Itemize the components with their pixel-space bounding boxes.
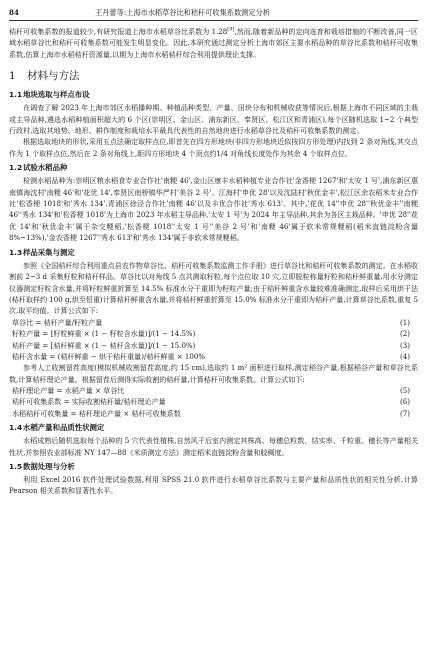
subsection-heading-1-5 <box>9 461 418 472</box>
equation-5 <box>9 385 418 396</box>
section-heading <box>9 69 418 83</box>
paragraph-1-4: 水稻成熟后随机选取每个品种的 5 穴代表性植株,自然风干后室内测定其株高、每穗总粒数、结实率、千粒重、穗长等产量相关性状,并参照农业部标准 NY 147—88《米质测定方法》测定稻米直链淀粉含量和胶稠度。 <box>9 436 418 457</box>
paragraph-1-5: 利用 Excel 2016 软件处理试验数据,利用 SPSS 21.0 软件进行水稻草谷比系数与主要产量和品质性状的相关性分析,计算 Pearson 相关系数和显著性水平。 <box>9 475 418 496</box>
equation-text: 水稻秸秆可收集量 = 秸秆理论产量 × 秸秆可收集系数 <box>12 408 181 418</box>
subsection-title: 样品采集与测定 <box>23 247 75 257</box>
equation-text: 草谷比 = 秸秆产量/籽粒产量 <box>12 317 103 327</box>
equation-number: (6) <box>400 397 410 407</box>
equation-text: 秸秆可收集系数 = 实际收割秸秆量/秸秆理论产量 <box>12 397 166 407</box>
equation-3 <box>9 340 418 351</box>
body-text <box>9 26 418 497</box>
subsection-number: 1.4 <box>9 423 23 433</box>
equation-text: 秸秆产量 = [秸秆鲜重 × (1 − 秸秆含水量)]/(1 − 15.0%) <box>12 340 196 350</box>
subsection-title: 数据处理与分析 <box>23 462 75 472</box>
equation-number: (4) <box>400 351 410 361</box>
equation-2 <box>9 328 418 339</box>
equation-4 <box>9 351 418 362</box>
equation-6 <box>9 396 418 407</box>
intro-text-end: ,然而,随着新品种的定向选育和栽培措施的不断改善,同一区域水稻草谷比和秸秆可收集系数可能发生明显变化。因此,本研究通过测定分析上海市郊区主要水稻品种的草谷比系数和秸秆可收集系数,估算上海市水稻秸秆资源量,以期为上海市水稻秸秆综合利用提供理论支撑。 <box>9 27 418 59</box>
equation-number: (2) <box>400 329 410 339</box>
paragraph-1-1-b: 根据选取地块的形状,采用五点法确定取样点位,即首先在四方形地块(非四方形地块近似按四方形处理)内找到 2 条对角线,其交点作为 1 个取样点位,然后在 2 条对角线上,距四方形地块 4 个顶点约1/4 对角线长度处作为其余 4 个取样点位。 <box>9 137 418 158</box>
section-title: 材料与方法 <box>27 70 80 83</box>
page-number: 84 <box>9 8 20 17</box>
subsection-heading-1-1 <box>9 89 418 100</box>
paragraph-1-3-b: 参考人工收割留茬高度(模拟机械收割留茬高度,约 15 cm),选取约 1 m² 面积进行取样,测定稻谷产量,根据稻谷产量和草谷比系数,计算秸秆理论产量。根据留茬后测得实际收割的秸秆量,计算秸秆可收集系数。计算公式如下: <box>9 363 418 384</box>
running-title: 王丹蕾等:上海市水稻草谷比和秸秆可收集系数测定分析 <box>95 8 270 17</box>
section-number: 1 <box>9 70 16 83</box>
equation-number: (7) <box>400 408 410 418</box>
subsection-number: 1.5 <box>9 462 23 472</box>
equation-number: (1) <box>400 317 410 327</box>
subsection-number: 1.3 <box>9 247 23 257</box>
paragraph-1-2: 检测水稻品种为:崇明区粮水稻食专业合作社'南粳 46',金山区康丰水稻种植专业合作社'金香梗 1267'和'太安 1 号',浦东新区惠南镇海沈村'南粳 46'和'花优 14',奉贤区南桥镇华严村'美谷 2 号'、江海村'申优 28'以及沈陆村'秋优金丰',松江区余农稻米专业合作社'松香梗 1018'和'秀水 134',青浦区徐泾合作社'南粳 46'以及丰优合作社'秀水 613'。其中,'花优 14''申优 28''秋优金丰''南粳 46''秀水 134'和'松香梗 1018'为上海市 2023 年水稻主导品种,'太安 1 号'为 2024 年主导品种,其余为各区主栽品种。'申优 28''花优 14'和'秋优金丰'属于杂交粳稻,'松香梗 1018''太安 1 号''美谷 2 号'和'南粳 46'属于软米常规粳稻(稻米直链淀粉含量 8%~13%),'金农香梗 1267''秀水 613'和'秀水 134'属于非软米常规粳稻。 <box>9 176 418 243</box>
paragraph-1-3-a: 参照《全国秸秆综合利用重点县农作物草谷比、秸秆可收集系数监测工作手册》进行草谷比和秸秆可收集系数的测定。在水稻收割前 2~3 d 采集籽粒和秸秆样品。草谷比以对角线 5 点共测取籽粒,每个点位取 10 穴,立即脱粒称量籽粒和秸秆鲜重量,用水分测定仪器测定籽粒含水量,并将籽粒鲜重折算至 14.5% 标准水分干重即为籽粒产量;由于秸秆鲜重含水量较难准确测定,取样后采用烘干法(秸秆取样约 100 g,烘至恒重)计算秸秆鲜重含水量,并将秸秆鲜重折算至 15.0% 标准水分干重即为秸秆产量,计算草谷比系数,重复 5 次,取平均值。计算公式如下: <box>9 260 418 316</box>
subsection-title: 地块选取与样点布设 <box>23 90 90 100</box>
subsection-heading-1-4 <box>9 422 418 433</box>
intro-text-start: 秸秆可收集系数的报道较少,有研究报道上海市水稻草谷比系数为 1.28 <box>9 27 228 36</box>
equation-text: 籽粒产量 = [籽粒鲜重 × (1 − 籽粒含水量)]/(1 − 14.5%) <box>12 329 196 339</box>
equation-1 <box>9 317 418 328</box>
paragraph-1-1-a: 在调查了解 2023 年上海市郊区水稻播种期、种植品种类型、产量、田块分布和机械收获等情况后,根据上海市不同区域的主栽或主导品种,遴选水稻种植面积超大的 6 个区(崇明区、金山区、浦东新区、奉贤区、松江区和青浦区),每个区随机选取 1~2 个典型行政村,选取其地势、地形、耕作制度和栽培水平最具代表性的自然地块进行水稻草谷比及秸秆可收集系数的测定。 <box>9 103 418 136</box>
subsection-title: 水稻产量和品质性状测定 <box>23 423 105 433</box>
equation-7 <box>9 408 418 419</box>
running-header <box>9 6 418 21</box>
equation-text: 秸秆理论产量 = 水稻产量 × 草谷比 <box>12 386 125 396</box>
equation-number: (5) <box>400 386 410 396</box>
subsection-heading-1-3 <box>9 247 418 258</box>
subsection-heading-1-2 <box>9 162 418 173</box>
subsection-title: 试验水稻品种 <box>23 163 68 173</box>
equation-number: (3) <box>400 340 410 350</box>
subsection-number: 1.2 <box>9 163 23 173</box>
subsection-number: 1.1 <box>9 90 23 100</box>
equation-text: 秸秆含水量 = (秸秆鲜重 − 烘干秸秆重量)/秸秆鲜重 × 100% <box>12 351 206 361</box>
intro-paragraph <box>9 26 418 60</box>
citation-ref: [9] <box>227 26 235 33</box>
